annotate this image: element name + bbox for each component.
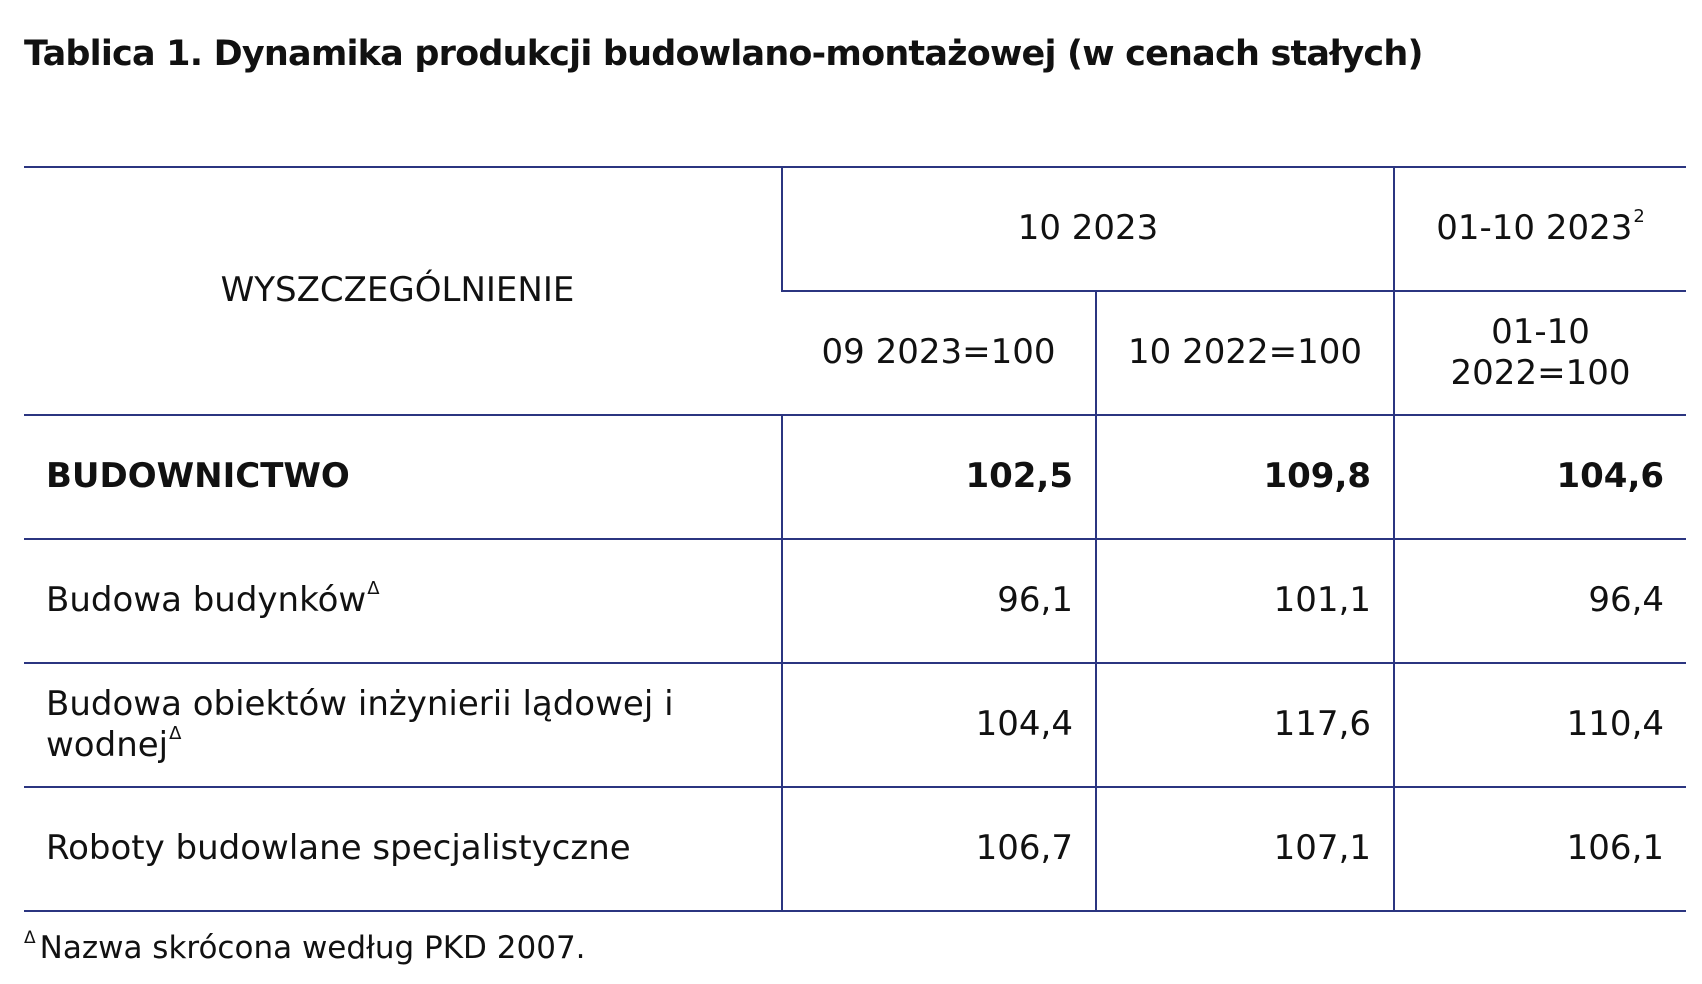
- footnote-reference: 2: [1633, 206, 1645, 228]
- table-row: [24, 539, 1686, 663]
- header-row-1: [24, 167, 1686, 291]
- delta-mark: Δ: [169, 723, 182, 744]
- subheader-10-2022: 10 2022=100: [1096, 291, 1394, 415]
- table-title: Tablica 1. Dynamika produkcji budowlano-montażowej (w cenach stałych): [24, 34, 1423, 74]
- cell-value: 104,6: [1394, 415, 1686, 539]
- footnote-delta-mark: Δ: [24, 928, 36, 948]
- cell-value: 96,1: [782, 539, 1096, 663]
- table-row: [24, 787, 1686, 911]
- stub-header: WYSZCZEGÓLNIENIE: [24, 167, 782, 415]
- row-label: [24, 663, 782, 787]
- cell-value: 107,1: [1096, 787, 1394, 911]
- cell-value: 110,4: [1394, 663, 1686, 787]
- row-label: [24, 415, 782, 539]
- row-label-text: Roboty budowlane specjalistyczne: [46, 828, 631, 869]
- cell-value: 102,5: [782, 415, 1096, 539]
- group-header-10-2023: 10 2023: [782, 167, 1394, 291]
- row-label: [24, 539, 782, 663]
- dynamics-table: [24, 166, 1686, 912]
- cell-value: 104,4: [782, 663, 1096, 787]
- row-label-text: Budowa budynków: [46, 580, 367, 621]
- subheader-09-2023: 09 2023=100: [782, 291, 1096, 415]
- table-row: [24, 415, 1686, 539]
- cell-value: 106,7: [782, 787, 1096, 911]
- footnote-text: Nazwa skrócona według PKD 2007.: [39, 930, 586, 966]
- delta-mark: Δ: [367, 578, 380, 600]
- cell-value: 106,1: [1394, 787, 1686, 911]
- row-label-text: BUDOWNICTWO: [46, 456, 350, 497]
- row-label-text: Budowa obiektów inżynierii lądowej i wodnej: [46, 683, 674, 765]
- cell-value: 101,1: [1096, 539, 1394, 663]
- group-header-label: 01-10 2023: [1436, 208, 1633, 249]
- cell-value: 96,4: [1394, 539, 1686, 663]
- subheader-01-10-2022: 01-10 2022=100: [1394, 291, 1686, 415]
- footnote: [24, 930, 586, 966]
- group-header-01-10-2023: [1394, 167, 1686, 291]
- cell-value: 117,6: [1096, 663, 1394, 787]
- cell-value: 109,8: [1096, 415, 1394, 539]
- row-label: [24, 787, 782, 911]
- table-row: [24, 663, 1686, 787]
